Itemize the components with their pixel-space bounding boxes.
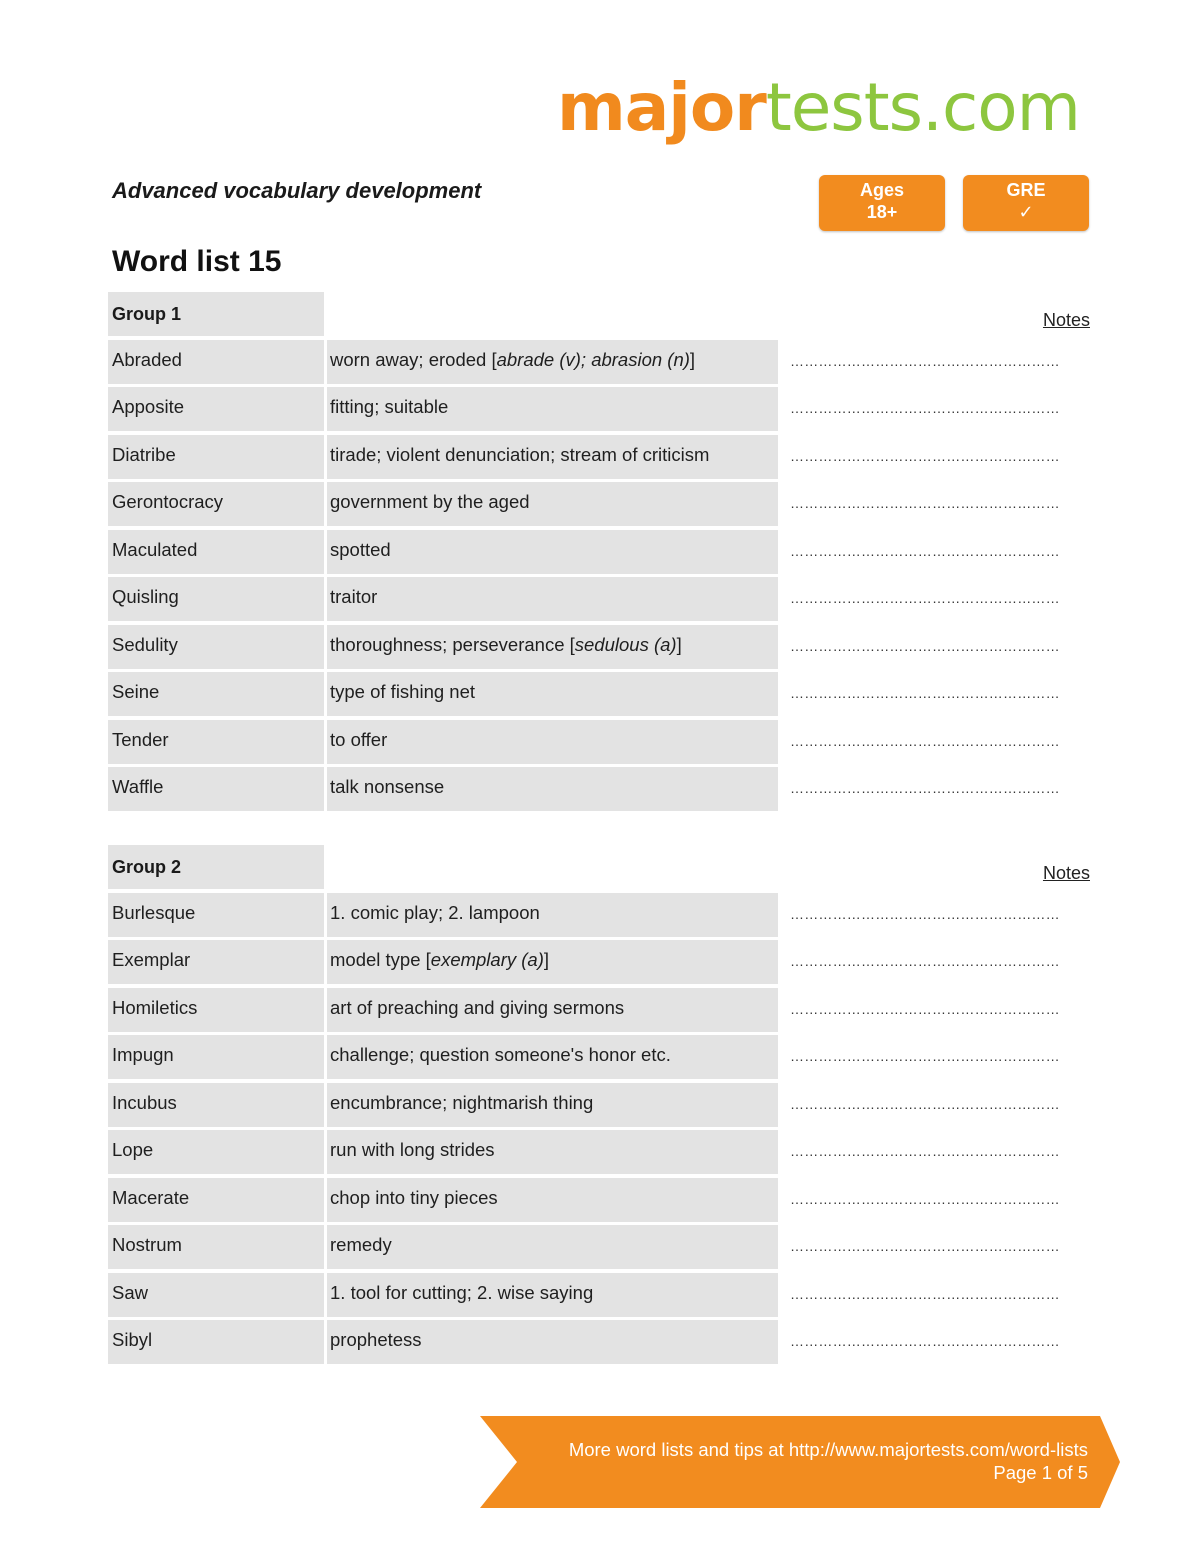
word-term: Sibyl — [108, 1320, 324, 1364]
word-term: Gerontocracy — [108, 482, 324, 526]
word-term: Sedulity — [108, 625, 324, 669]
word-definition — [327, 1035, 778, 1079]
footer-banner — [480, 1416, 1120, 1508]
word-definition — [327, 482, 778, 526]
word-row — [108, 625, 1090, 669]
definition-text: chop into tiny pieces — [330, 1186, 498, 1208]
word-row — [108, 1130, 1090, 1174]
definition-text: traitor — [330, 586, 378, 607]
word-row — [108, 1225, 1090, 1269]
word-term: Lope — [108, 1130, 324, 1174]
word-term: Homiletics — [108, 988, 324, 1032]
definition-text: thoroughness; perseverance [ — [330, 633, 575, 655]
definition-bracket-close: ] — [543, 949, 550, 970]
word-definition — [327, 1130, 778, 1174]
definition-text: prophetess — [330, 1329, 422, 1350]
word-row — [108, 1320, 1090, 1364]
word-term: Maculated — [108, 530, 324, 574]
group-label: Group 1 — [108, 292, 324, 336]
notes-dotted-line: ………………………………………………… — [790, 637, 1060, 654]
word-definition — [327, 720, 778, 764]
ages-badge — [819, 175, 945, 231]
word-definition — [327, 1083, 778, 1127]
word-definition — [327, 1320, 778, 1364]
notes-heading: Notes — [1042, 863, 1090, 883]
word-row — [108, 720, 1090, 764]
word-definition — [327, 387, 778, 431]
footer-link-text[interactable]: More word lists and tips at http://www.majortests.com/word-lists — [568, 1439, 1088, 1460]
definition-text: to offer — [330, 728, 388, 750]
word-definition — [327, 1178, 778, 1222]
word-definition — [327, 1273, 778, 1317]
word-row — [108, 1273, 1090, 1317]
word-row — [108, 387, 1090, 431]
word-term: Nostrum — [108, 1225, 324, 1269]
notes-dotted-line: ………………………………………………… — [790, 732, 1060, 749]
word-row — [108, 482, 1090, 526]
group-header — [108, 292, 1090, 336]
word-definition — [327, 767, 778, 811]
definition-text: 1. tool for cutting; 2. wise saying — [330, 1281, 594, 1303]
word-term: Apposite — [108, 387, 324, 431]
word-term: Waffle — [108, 767, 324, 811]
word-definition — [327, 577, 778, 621]
notes-dotted-line: ………………………………………………… — [790, 447, 1060, 464]
word-term: Impugn — [108, 1035, 324, 1079]
notes-dotted-line: ………………………………………………… — [790, 685, 1060, 701]
definition-text: fitting; suitable — [330, 396, 449, 417]
notes-dotted-line: ………………………………………………… — [790, 590, 1060, 606]
definition-bracket-close: ] — [689, 348, 696, 370]
word-definition — [327, 893, 778, 937]
definition-text: art of preaching and giving sermons — [330, 996, 625, 1018]
word-term: Quisling — [108, 577, 324, 621]
word-term: Incubus — [108, 1083, 324, 1127]
word-term: Saw — [108, 1273, 324, 1317]
definition-text: talk nonsense — [330, 776, 445, 797]
page-title: Word list 15 — [112, 245, 282, 278]
word-definition — [327, 435, 778, 479]
word-term: Abraded — [108, 340, 324, 384]
group-header — [108, 845, 1090, 889]
notes-dotted-line: ………………………………………………… — [790, 495, 1060, 511]
page-number: Page 1 of 5 — [993, 1462, 1088, 1483]
notes-dotted-line: ………………………………………………… — [790, 1048, 1060, 1064]
word-definition — [327, 625, 778, 669]
word-definition — [327, 988, 778, 1032]
definition-text: remedy — [330, 1234, 392, 1255]
ages-badge-label: Ages — [859, 180, 904, 200]
notes-dotted-line: ………………………………………………… — [790, 1190, 1060, 1207]
word-definition — [327, 672, 778, 716]
word-row — [108, 893, 1090, 937]
word-term: Exemplar — [108, 940, 324, 984]
notes-dotted-line: ………………………………………………… — [790, 780, 1060, 796]
word-term: Diatribe — [108, 435, 324, 479]
word-definition — [327, 340, 778, 384]
notes-dotted-line: ………………………………………………… — [790, 1333, 1060, 1349]
word-definition — [327, 530, 778, 574]
word-row — [108, 1035, 1090, 1079]
word-term: Burlesque — [108, 893, 324, 937]
word-term: Tender — [108, 720, 324, 764]
notes-dotted-line: ………………………………………………… — [790, 1095, 1060, 1112]
notes-heading: Notes — [1042, 310, 1090, 330]
word-term: Seine — [108, 672, 324, 716]
definition-text: government by the aged — [330, 491, 530, 512]
definition-text: spotted — [330, 538, 391, 560]
notes-dotted-line: ………………………………………………… — [790, 1285, 1060, 1302]
definition-related-forms: sedulous (a) — [574, 633, 677, 655]
word-row — [108, 1083, 1090, 1127]
definition-text: encumbrance; nightmarish thing — [330, 1091, 594, 1113]
definition-text: run with long strides — [330, 1139, 495, 1160]
majortests-logo — [557, 68, 1080, 148]
logo-tests: tests.com — [765, 69, 1080, 146]
definition-bracket-close: ] — [676, 633, 682, 655]
word-term: Macerate — [108, 1178, 324, 1222]
word-row — [108, 1178, 1090, 1222]
definition-text: model type [ — [330, 949, 431, 970]
word-definition — [327, 940, 778, 984]
notes-dotted-line: ………………………………………………… — [790, 542, 1060, 559]
definition-related-forms: abrade (v); abrasion (n) — [496, 348, 690, 370]
word-group-2 — [108, 845, 1090, 1364]
gre-badge-label: GRE — [1006, 180, 1046, 200]
notes-dotted-line: ………………………………………………… — [790, 1143, 1060, 1159]
logo-major: major — [557, 69, 766, 146]
word-group-1 — [108, 292, 1090, 811]
definition-text: worn away; eroded [ — [330, 348, 497, 370]
word-row — [108, 435, 1090, 479]
word-row — [108, 530, 1090, 574]
definition-text: challenge; question someone's honor etc. — [330, 1044, 671, 1065]
notes-dotted-line: ………………………………………………… — [790, 400, 1060, 416]
word-row — [108, 577, 1090, 621]
word-row — [108, 767, 1090, 811]
checkmark-icon: ✓ — [1018, 202, 1034, 222]
notes-dotted-line: ………………………………………………… — [790, 352, 1060, 369]
notes-dotted-line: ………………………………………………… — [790, 905, 1060, 922]
notes-dotted-line: ………………………………………………… — [790, 1238, 1060, 1254]
ages-badge-value: 18+ — [866, 202, 898, 222]
definition-text: type of fishing net — [330, 681, 476, 702]
word-row — [108, 672, 1090, 716]
definition-text: tirade; violent denunciation; stream of criticism — [330, 443, 710, 465]
document-subtitle: Advanced vocabulary development — [112, 178, 482, 203]
definition-related-forms: exemplary (a) — [430, 949, 544, 970]
gre-badge — [963, 175, 1089, 231]
word-row — [108, 940, 1090, 984]
word-row — [108, 340, 1090, 384]
group-label: Group 2 — [108, 845, 324, 889]
notes-dotted-line: ………………………………………………… — [790, 953, 1060, 969]
notes-dotted-line: ………………………………………………… — [790, 1000, 1060, 1017]
word-row — [108, 988, 1090, 1032]
definition-text: 1. comic play; 2. lampoon — [330, 901, 540, 923]
word-definition — [327, 1225, 778, 1269]
